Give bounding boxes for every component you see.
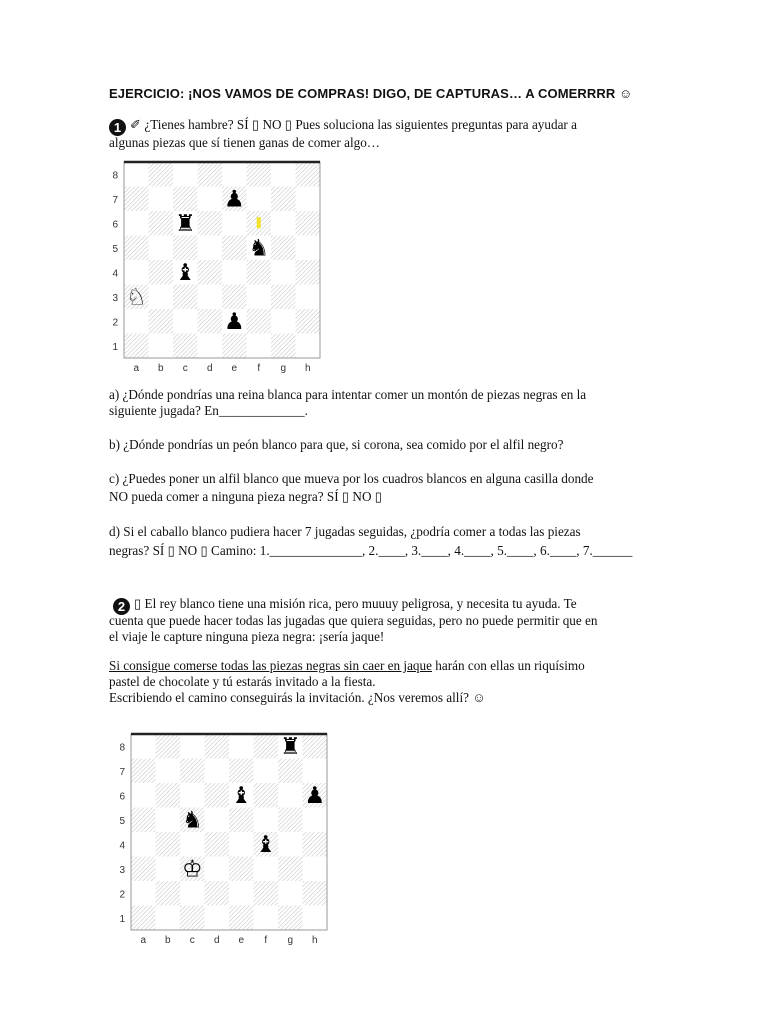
square-a4 (131, 832, 156, 857)
square-g5 (278, 808, 303, 833)
square-f4 (247, 260, 272, 285)
exercise-2-number: 2 (113, 598, 130, 615)
square-f7 (254, 759, 279, 784)
square-d4 (198, 260, 223, 285)
question-d-line1: d) Si el caballo blanco pudiera hacer 7 jugadas seguidas, ¿podría comer a todas las piezas (109, 524, 581, 539)
square-h2 (296, 309, 321, 334)
square-b1 (149, 334, 174, 359)
square-g3 (278, 857, 303, 882)
rank-label: 1 (119, 913, 125, 925)
square-d1 (198, 334, 223, 359)
chess-piece-black-c5: ♞ (181, 807, 203, 834)
chess-piece-black-c6: ♜ (174, 211, 196, 238)
square-d8 (198, 162, 223, 187)
square-c3 (173, 285, 198, 310)
square-h8 (303, 734, 328, 759)
exercise-1-intro-line2: algunas piezas que sí tienen ganas de comer algo… (109, 135, 380, 150)
chess-piece-black-f5: ♞ (248, 235, 270, 262)
square-c7 (180, 759, 205, 784)
square-e6 (222, 211, 247, 236)
square-a5 (124, 236, 149, 261)
chess-piece-black-e7: ♟ (223, 186, 245, 213)
square-d3 (198, 285, 223, 310)
square-c8 (173, 162, 198, 187)
square-h2 (303, 881, 328, 906)
square-h1 (303, 906, 328, 931)
chess-piece-black-e2: ♟ (223, 309, 245, 336)
square-h3 (303, 857, 328, 882)
square-b4 (156, 832, 181, 857)
file-label: h (304, 363, 311, 374)
square-b6 (149, 211, 174, 236)
square-d7 (198, 187, 223, 212)
square-a8 (124, 162, 149, 187)
square-f1 (247, 334, 272, 359)
square-b4 (149, 260, 174, 285)
chess-piece-white-a3: ♘ (125, 284, 147, 311)
square-c2 (180, 881, 205, 906)
square-c7 (173, 187, 198, 212)
square-h7 (296, 187, 321, 212)
square-g7 (271, 187, 296, 212)
square-h6 (296, 211, 321, 236)
square-f3 (254, 857, 279, 882)
square-e3 (222, 285, 247, 310)
square-d8 (205, 734, 230, 759)
rank-label: 4 (112, 268, 118, 280)
square-h4 (303, 832, 328, 857)
square-e1 (222, 334, 247, 359)
exercise-2-line6: Escribiendo el camino conseguirás la invitación. ¿Nos veremos allí? ☺ (109, 690, 486, 705)
rank-label: 5 (119, 815, 125, 827)
square-h7 (303, 759, 328, 784)
square-g6 (271, 211, 296, 236)
square-c2 (173, 309, 198, 334)
question-d-line2[interactable]: negras? SÍ ▯ NO ▯ Camino: 1.______________, 2.____, 3.____, 4.____, 5.____, 6.____, 7.______ (109, 543, 633, 558)
square-c8 (180, 734, 205, 759)
square-f8 (247, 162, 272, 187)
square-a7 (124, 187, 149, 212)
square-a3 (131, 857, 156, 882)
exercise-2-underlined: Si consigue comerse todas las piezas negras sin caer en jaque (109, 658, 432, 673)
square-e4 (229, 832, 254, 857)
square-g4 (278, 832, 303, 857)
exercise-2-line2: cuenta que puede hacer todas las jugadas que quiera seguidas, pero no puede permitir que en (109, 613, 598, 628)
square-h4 (296, 260, 321, 285)
square-f1 (254, 906, 279, 931)
square-c4 (180, 832, 205, 857)
exercise-2-line1: ▯ El rey blanco tiene una misión rica, pero muuuy peligrosa, y necesita tu ayuda. Te (134, 596, 577, 611)
square-g4 (271, 260, 296, 285)
square-a7 (131, 759, 156, 784)
square-d6 (205, 783, 230, 808)
question-a-line2[interactable]: siguiente jugada? En_____________. (109, 403, 308, 418)
square-d4 (205, 832, 230, 857)
rank-label: 3 (119, 864, 125, 876)
square-e5 (229, 808, 254, 833)
rank-label: 8 (112, 170, 118, 182)
square-b3 (149, 285, 174, 310)
rank-label: 3 (112, 292, 118, 304)
square-b7 (149, 187, 174, 212)
square-g7 (278, 759, 303, 784)
square-c6 (180, 783, 205, 808)
square-f6 (254, 783, 279, 808)
chess-piece-black-h6: ♟ (304, 783, 326, 810)
file-label: a (140, 935, 147, 946)
exercise-2-line3: el viaje le capture ninguna pieza negra: ¡sería jaque! (109, 629, 385, 644)
rank-label: 6 (112, 219, 118, 231)
square-d6 (198, 211, 223, 236)
square-b2 (149, 309, 174, 334)
file-label: g (287, 935, 294, 946)
rank-label: 8 (119, 742, 125, 754)
board2-svg (115, 730, 331, 950)
file-label: c (182, 363, 188, 374)
square-b8 (156, 734, 181, 759)
square-f3 (247, 285, 272, 310)
square-g8 (271, 162, 296, 187)
rank-label: 2 (119, 889, 125, 901)
square-h8 (296, 162, 321, 187)
board1-svg (110, 160, 324, 378)
square-b7 (156, 759, 181, 784)
square-f2 (247, 309, 272, 334)
file-label: h (311, 935, 318, 946)
chess-board-2 (115, 730, 331, 950)
square-b8 (149, 162, 174, 187)
square-b3 (156, 857, 181, 882)
rank-label: 7 (119, 766, 125, 778)
square-a8 (131, 734, 156, 759)
square-c5 (173, 236, 198, 261)
square-e5 (222, 236, 247, 261)
rank-label: 4 (119, 840, 125, 852)
square-h5 (296, 236, 321, 261)
square-e2 (229, 881, 254, 906)
rank-label: 1 (112, 341, 118, 353)
square-b5 (156, 808, 181, 833)
file-label: f (257, 363, 261, 374)
file-label: b (164, 935, 171, 946)
square-a2 (124, 309, 149, 334)
square-f5 (254, 808, 279, 833)
square-a6 (131, 783, 156, 808)
chess-piece-white-c3: ♔ (181, 856, 203, 883)
file-label: g (280, 363, 287, 374)
exercise-2-line4-rest: harán con ellas un riquísimo (431, 658, 585, 673)
chess-piece-black-c4: ♝ (174, 260, 196, 287)
square-a6 (124, 211, 149, 236)
exercise-1-intro-line1: ✐ ¿Tienes hambre? SÍ ▯ NO ▯ Pues soluciona las siguientes preguntas para ayudar a (130, 117, 577, 132)
page-title: EJERCICIO: ¡NOS VAMOS DE COMPRAS! DIGO, DE CAPTURAS… A COMERRRR ☺ (109, 86, 633, 101)
square-a1 (124, 334, 149, 359)
file-label: d (213, 935, 220, 946)
square-h3 (296, 285, 321, 310)
square-e3 (229, 857, 254, 882)
rank-label: 2 (112, 317, 118, 329)
square-d3 (205, 857, 230, 882)
file-label: f (264, 935, 268, 946)
question-c-line1: c) ¿Puedes poner un alfil blanco que mueva por los cuadros blancos en alguna casilla donde (109, 471, 594, 486)
square-a2 (131, 881, 156, 906)
question-b: b) ¿Dónde pondrías un peón blanco para que, si corona, sea comido por el alfil negro? (109, 437, 564, 452)
square-d5 (205, 808, 230, 833)
square-e8 (222, 162, 247, 187)
file-label: e (231, 363, 238, 374)
square-c1 (180, 906, 205, 931)
square-d7 (205, 759, 230, 784)
square-b5 (149, 236, 174, 261)
square-c1 (173, 334, 198, 359)
square-a5 (131, 808, 156, 833)
rank-label: 5 (112, 243, 118, 255)
square-b6 (156, 783, 181, 808)
square-e1 (229, 906, 254, 931)
square-b2 (156, 881, 181, 906)
square-g2 (271, 309, 296, 334)
square-d2 (205, 881, 230, 906)
square-e7 (229, 759, 254, 784)
square-b1 (156, 906, 181, 931)
square-f7 (247, 187, 272, 212)
file-label: a (133, 363, 140, 374)
exercise-1-intro (109, 117, 577, 136)
file-label: b (157, 363, 164, 374)
square-g3 (271, 285, 296, 310)
question-c-line2[interactable]: NO pueda comer a ninguna pieza negra? SÍ ▯ NO ▯ (109, 489, 383, 504)
square-g6 (278, 783, 303, 808)
square-d5 (198, 236, 223, 261)
square-d2 (198, 309, 223, 334)
square-g1 (271, 334, 296, 359)
square-e4 (222, 260, 247, 285)
square-e8 (229, 734, 254, 759)
square-h5 (303, 808, 328, 833)
chess-piece-black-e6: ♝ (230, 783, 252, 810)
file-label: d (206, 363, 213, 374)
file-label: e (238, 935, 245, 946)
chess-piece-black-f4: ♝ (255, 832, 277, 859)
rank-label: 6 (119, 791, 125, 803)
square-g2 (278, 881, 303, 906)
file-label: c (189, 935, 195, 946)
square-g5 (271, 236, 296, 261)
rank-label: 7 (112, 194, 118, 206)
exercise-2-line4 (109, 658, 585, 674)
chess-piece-black-g8: ♜ (279, 734, 301, 761)
square-h1 (296, 334, 321, 359)
square-a4 (124, 260, 149, 285)
square-marker (257, 217, 261, 228)
question-a-line1: a) ¿Dónde pondrías una reina blanca para intentar comer un montón de piezas negras en la (109, 387, 587, 402)
chess-board-1 (110, 160, 324, 378)
square-f2 (254, 881, 279, 906)
square-f8 (254, 734, 279, 759)
square-d1 (205, 906, 230, 931)
exercise-2-line5: pastel de chocolate y tú estarás invitado a la fiesta. (109, 674, 376, 689)
square-a1 (131, 906, 156, 931)
square-g1 (278, 906, 303, 931)
exercise-1-number: 1 (109, 119, 126, 136)
